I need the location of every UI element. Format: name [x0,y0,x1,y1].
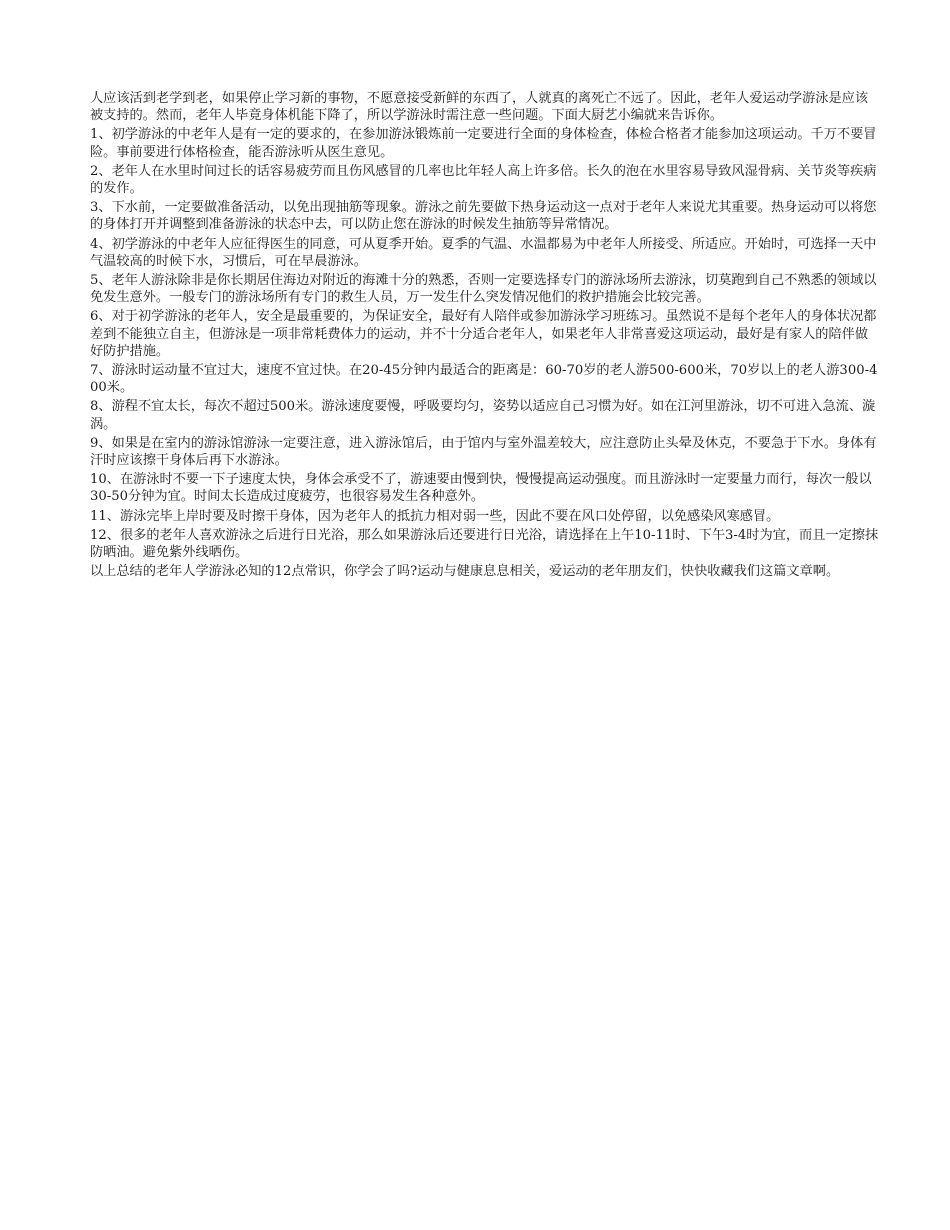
conclusion-paragraph: 以上总结的老年人学游泳必知的12点常识，你学会了吗?运动与健康息息相关，爱运动的老年朋友们，快快收藏我们这篇文章啊。 [90,564,840,580]
tip-8-paragraph: 8、游程不宜太长，每次不超过500米。游泳速度要慢，呼吸要均匀，姿势以适应自己习惯为好。如在江河里游泳，切不可进入急流、漩涡。 [90,399,876,432]
tip-12-paragraph: 12、很多的老年人喜欢游泳之后进行日光浴，那么如果游泳后还要进行日光浴，请选择在上午10-11时、下午3-4时为宜，而且一定擦抹防晒油。避免紫外线晒伤。 [90,527,879,561]
tip-11-paragraph: 11、游泳完毕上岸时要及时擦干身体，因为老年人的抵抗力相对弱一些，因此不要在风口处停留，以免感染风寒感冒。 [90,508,780,524]
tip-6-paragraph: 6、对于初学游泳的老年人，安全是最重要的，为保证安全，最好有人陪伴或参加游泳学习班练习。虽然说不是每个老年人的身体状况都差到不能独立自主，但游泳是一项非常耗费体力的运动，并不十分适合老年人，如果老年人非常喜爱这项运动，最好是有家人的陪伴做好防护措施。 [90,309,877,359]
tip-2-paragraph: 2、老年人在水里时间过长的话容易疲劳而且伤风感冒的几率也比年轻人高上许多倍。长久的泡在水里容易导致风湿骨病、关节炎等疾病的发作。 [90,163,877,197]
document-body [90,90,880,582]
tip-7-paragraph: 7、游泳时运动量不宜过大，速度不宜过快。在20-45分钟内最适合的距离是：60-70岁的老人游500-600米，70岁以上的老人游300-400米。 [90,363,878,396]
intro-paragraph: 人应该活到老学到老，如果停止学习新的事物，不愿意接受新鲜的东西了，人就真的离死亡不远了。因此，老年人爱运动学游泳是应该被支持的。然而，老年人毕竟身体机能下降了，所以学游泳时需注意一些问题。下面大厨艺小编就来告诉你。 [90,91,869,124]
tip-4-paragraph: 4、初学游泳的中老年人应征得医生的同意，可从夏季开始。夏季的气温、水温都易为中老年人所接受、所适应。开始时，可选择一天中气温较高的时候下水，习惯后，可在早晨游泳。 [90,236,877,269]
tip-1-paragraph: 1、初学游泳的中老年人是有一定的要求的，在参加游泳锻炼前一定要进行全面的身体检查，体检合格者才能参加这项运动。千万不要冒险。事前要进行体格检查，能否游泳听从医生意见。 [90,127,877,160]
tip-9-paragraph: 9、如果是在室内的游泳馆游泳一定要注意，进入游泳馆后，由于馆内与室外温差较大，应注意防止头晕及休克，不要急于下水。身体有汗时应该擦干身体后再下水游泳。 [90,435,877,469]
tip-3-paragraph: 3、下水前，一定要做准备活动，以免出现抽筋等现象。游泳之前先要做下热身运动这一点对于老年人来说尤其重要。热身运动可以将您的身体打开并调整到准备游泳的状态中去，可以防止您在游泳的时候发生抽筋等异常情况。 [90,200,877,233]
tip-5-paragraph: 5、老年人游泳除非是你长期居住海边对附近的海滩十分的熟悉，否则一定要选择专门的游泳场所去游泳，切莫跑到自己不熟悉的领域以免发生意外。一般专门的游泳场所有专门的救生人员，万一发生什么突发情况他们的救护措施会比较完善。 [90,273,877,306]
tip-10-paragraph: 10、在游泳时不要一下子速度太快，身体会承受不了，游速要由慢到快，慢慢提高运动强度。而且游泳时一定要量力而行，每次一般以30-50分钟为宜。时间太长造成过度疲劳，也很容易发生各种意外。 [90,472,872,505]
